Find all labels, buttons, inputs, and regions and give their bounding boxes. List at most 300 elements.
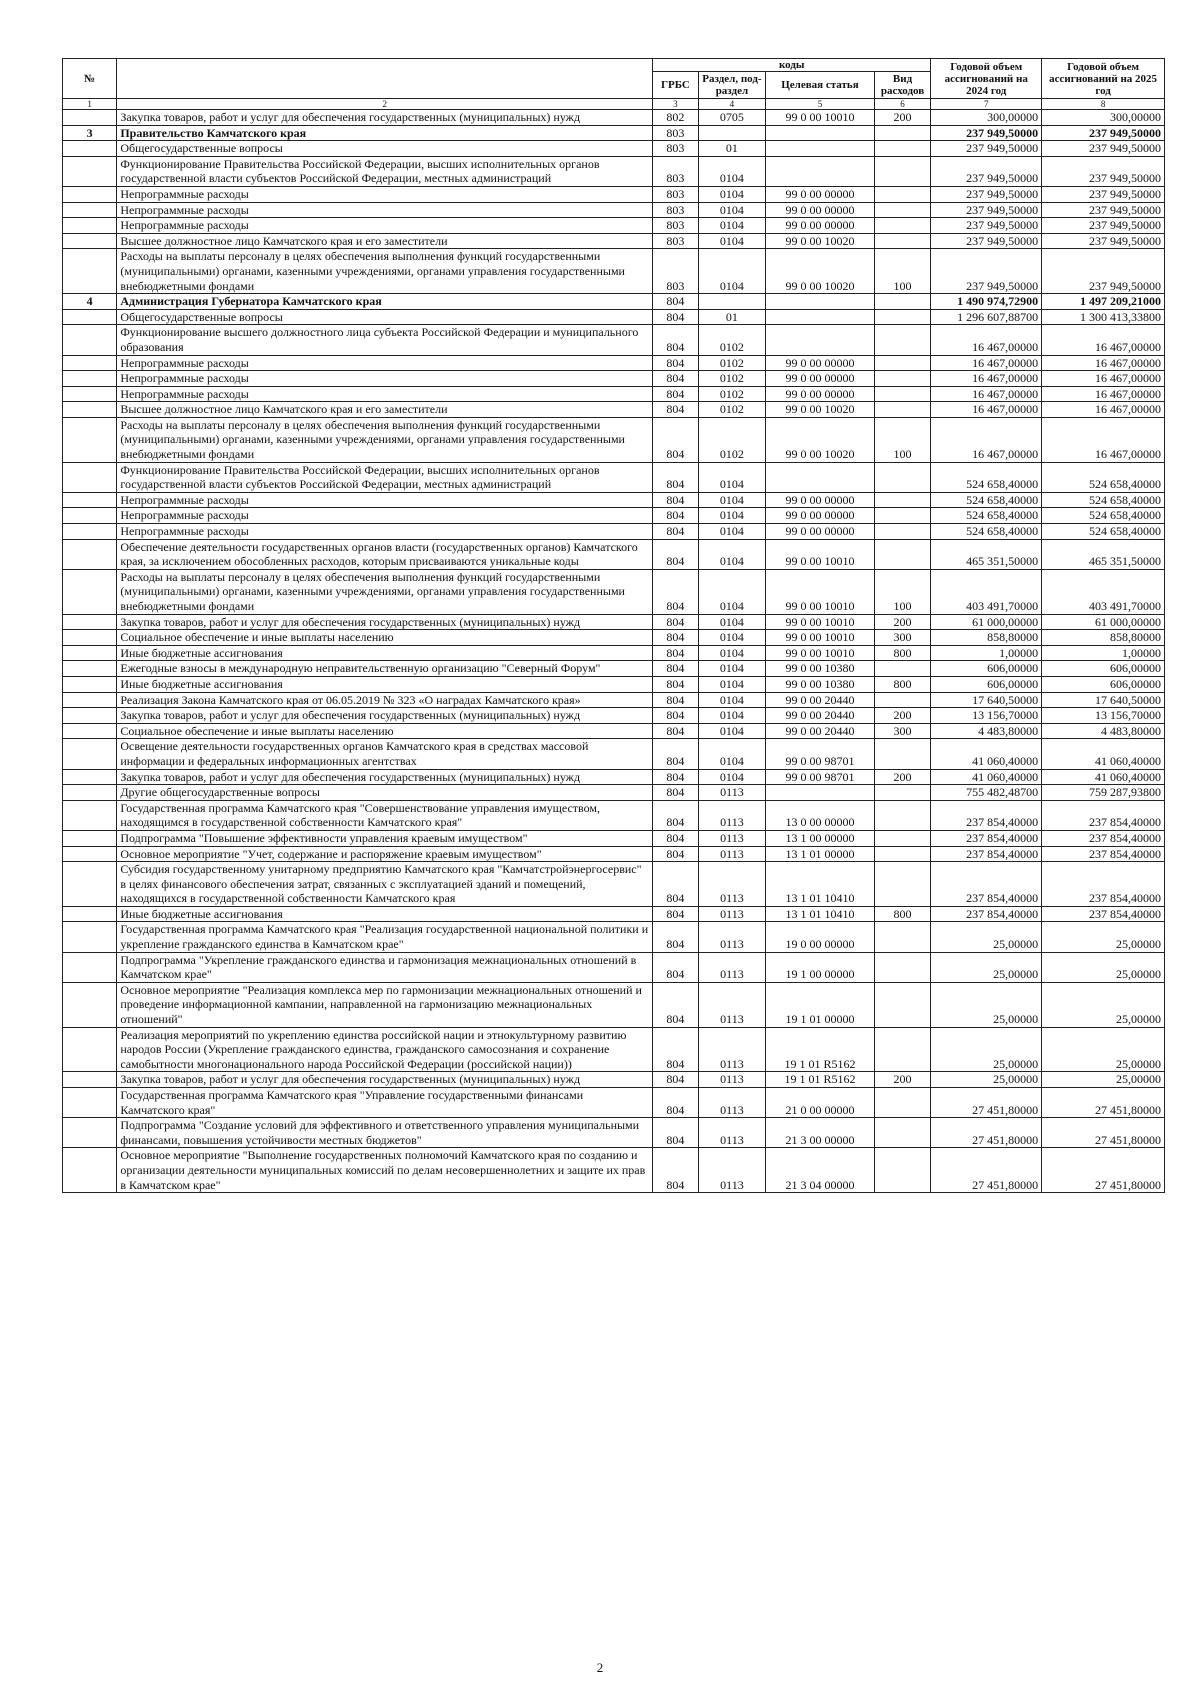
row-index-cell: 4 [63, 294, 117, 310]
row-expense-type-cell [874, 233, 931, 249]
row-article-cell: 21 0 00 00000 [766, 1088, 875, 1118]
row-vol-2024-cell: 41 060,40000 [931, 769, 1042, 785]
row-section-cell: 0113 [698, 1118, 765, 1148]
table-row [63, 982, 1165, 1027]
row-section-cell: 0104 [698, 661, 765, 677]
row-vol-2024-cell: 237 949,50000 [931, 141, 1042, 157]
table-row [63, 249, 1165, 294]
row-index-cell [63, 218, 117, 234]
row-index-cell [63, 156, 117, 186]
row-vol-2024-cell: 524 658,40000 [931, 524, 1042, 540]
row-index-cell [63, 676, 117, 692]
row-vol-2025-cell: 465 351,50000 [1042, 539, 1165, 569]
row-expense-type-cell [874, 952, 931, 982]
row-vol-2025-cell: 237 949,50000 [1042, 125, 1165, 141]
row-article-cell: 99 0 00 00000 [766, 492, 875, 508]
row-index-cell [63, 922, 117, 952]
row-name-cell: Непрограммные расходы [117, 218, 653, 234]
row-vol-2024-cell: 237 949,50000 [931, 249, 1042, 294]
row-expense-type-cell: 300 [874, 630, 931, 646]
row-vol-2025-cell: 237 949,50000 [1042, 156, 1165, 186]
row-grbs-cell: 804 [653, 862, 699, 907]
row-article-cell: 99 0 00 00000 [766, 186, 875, 202]
row-grbs-cell: 804 [653, 846, 699, 862]
row-article-cell: 99 0 00 00000 [766, 524, 875, 540]
table-row [63, 218, 1165, 234]
row-index-cell [63, 492, 117, 508]
row-grbs-cell: 804 [653, 462, 699, 492]
row-vol-2025-cell: 61 000,00000 [1042, 614, 1165, 630]
row-vol-2025-cell: 237 854,40000 [1042, 846, 1165, 862]
row-expense-type-cell: 300 [874, 723, 931, 739]
row-vol-2024-cell: 237 949,50000 [931, 218, 1042, 234]
row-section-cell: 0104 [698, 569, 765, 614]
row-article-cell: 13 1 01 10410 [766, 906, 875, 922]
row-name-cell: Реализация мероприятий по укреплению единства российской нации и этнокультурному развитию народов России (Укрепление гражданского единства, гражданского самосознания и сохранение самобытности многонационального народа Российской Федерации (российской нации)) [117, 1027, 653, 1072]
row-vol-2024-cell: 16 467,00000 [931, 325, 1042, 355]
row-vol-2024-cell: 25,00000 [931, 982, 1042, 1027]
row-expense-type-cell [874, 692, 931, 708]
table-row [63, 539, 1165, 569]
row-vol-2024-cell: 606,00000 [931, 676, 1042, 692]
row-article-cell: 99 0 00 20440 [766, 723, 875, 739]
row-section-cell: 0104 [698, 630, 765, 646]
column-number: 7 [931, 99, 1042, 110]
row-name-cell: Социальное обеспечение и иные выплаты населению [117, 723, 653, 739]
row-name-cell: Функционирование Правительства Российской Федерации, высших исполнительных органов государственной власти субъектов Российской Федерации, местных администраций [117, 462, 653, 492]
row-expense-type-cell [874, 524, 931, 540]
row-grbs-cell: 803 [653, 141, 699, 157]
row-name-cell: Расходы на выплаты персоналу в целях обеспечения выполнения функций государственными (муниципальными) органами, казенными учреждениями, органами управления государственными внебюджетными фондами [117, 417, 653, 462]
row-index-cell [63, 386, 117, 402]
row-grbs-cell: 804 [653, 982, 699, 1027]
table-row [63, 569, 1165, 614]
row-grbs-cell: 804 [653, 614, 699, 630]
row-article-cell: 19 1 00 00000 [766, 952, 875, 982]
table-row [63, 417, 1165, 462]
row-name-cell: Администрация Губернатора Камчатского края [117, 294, 653, 310]
row-article-cell: 99 0 00 00000 [766, 202, 875, 218]
row-expense-type-cell [874, 1088, 931, 1118]
row-section-cell: 0104 [698, 249, 765, 294]
row-name-cell: Реализация Закона Камчатского края от 06.05.2019 № 323 «О наградах Камчатского края» [117, 692, 653, 708]
row-section-cell: 0104 [698, 723, 765, 739]
row-section-cell: 0102 [698, 371, 765, 387]
row-vol-2025-cell: 25,00000 [1042, 1027, 1165, 1072]
table-row [63, 846, 1165, 862]
header-num: № [63, 59, 117, 99]
row-vol-2025-cell: 27 451,80000 [1042, 1088, 1165, 1118]
row-vol-2024-cell: 61 000,00000 [931, 614, 1042, 630]
column-number: 2 [117, 99, 653, 110]
row-vol-2025-cell: 524 658,40000 [1042, 508, 1165, 524]
row-name-cell: Основное мероприятие "Учет, содержание и распоряжение краевым имуществом" [117, 846, 653, 862]
row-vol-2024-cell: 1 296 607,88700 [931, 309, 1042, 325]
row-section-cell: 0104 [698, 508, 765, 524]
table-row [63, 800, 1165, 830]
row-name-cell: Подпрограмма "Укрепление гражданского единства и гармонизация межнациональных отношений в Камчатском крае" [117, 952, 653, 982]
row-section-cell: 0102 [698, 325, 765, 355]
row-grbs-cell: 804 [653, 952, 699, 982]
row-vol-2025-cell: 237 854,40000 [1042, 830, 1165, 846]
row-grbs-cell: 804 [653, 630, 699, 646]
row-index-cell [63, 355, 117, 371]
table-row [63, 645, 1165, 661]
row-name-cell: Непрограммные расходы [117, 524, 653, 540]
row-name-cell: Основное мероприятие "Реализация комплекса мер по гармонизации межнациональных отношений и проведение информационной кампании, направленной на гармонизацию межнациональных отношений" [117, 982, 653, 1027]
row-grbs-cell: 804 [653, 1027, 699, 1072]
row-vol-2024-cell: 606,00000 [931, 661, 1042, 677]
row-article-cell [766, 785, 875, 801]
column-number: 4 [698, 99, 765, 110]
row-name-cell: Социальное обеспечение и иные выплаты населению [117, 630, 653, 646]
table-row [63, 186, 1165, 202]
row-article-cell [766, 125, 875, 141]
row-article-cell: 99 0 00 10020 [766, 249, 875, 294]
row-vol-2024-cell: 237 854,40000 [931, 800, 1042, 830]
row-index-cell [63, 325, 117, 355]
row-grbs-cell: 804 [653, 661, 699, 677]
table-row [63, 1118, 1165, 1148]
header-vol-2025: Годовой объем ассигнований на 2025 год [1042, 59, 1165, 99]
table-row [63, 708, 1165, 724]
row-index-cell [63, 249, 117, 294]
row-name-cell: Освещение деятельности государственных органов Камчатского края в средствах массовой информации и федеральных информационных агентствах [117, 739, 653, 769]
row-section-cell: 0113 [698, 846, 765, 862]
row-expense-type-cell: 200 [874, 769, 931, 785]
row-section-cell: 01 [698, 309, 765, 325]
row-expense-type-cell [874, 294, 931, 310]
row-section-cell: 0113 [698, 862, 765, 907]
row-name-cell: Закупка товаров, работ и услуг для обеспечения государственных (муниципальных) нужд [117, 1072, 653, 1088]
row-index-cell [63, 692, 117, 708]
row-vol-2024-cell: 524 658,40000 [931, 508, 1042, 524]
row-index-cell [63, 462, 117, 492]
table-row [63, 462, 1165, 492]
row-vol-2025-cell: 237 949,50000 [1042, 186, 1165, 202]
row-vol-2024-cell: 27 451,80000 [931, 1118, 1042, 1148]
row-index-cell [63, 524, 117, 540]
row-name-cell: Субсидия государственному унитарному предприятию Камчатского края "Камчатстройэнергосервис" в целях финансового обеспечения затрат, связанных с эксплуатацией зданий и помещений, находящихся в государственной собственности Камчатского края [117, 862, 653, 907]
row-expense-type-cell [874, 739, 931, 769]
row-grbs-cell: 804 [653, 569, 699, 614]
table-row [63, 110, 1165, 126]
table-row [63, 862, 1165, 907]
row-name-cell: Общегосударственные вопросы [117, 309, 653, 325]
row-vol-2025-cell: 606,00000 [1042, 676, 1165, 692]
row-vol-2024-cell: 237 949,50000 [931, 202, 1042, 218]
row-article-cell: 99 0 00 00000 [766, 371, 875, 387]
table-row [63, 141, 1165, 157]
row-index-cell [63, 630, 117, 646]
row-expense-type-cell [874, 1027, 931, 1072]
row-grbs-cell: 803 [653, 125, 699, 141]
row-grbs-cell: 803 [653, 233, 699, 249]
row-index-cell [63, 233, 117, 249]
row-index-cell [63, 982, 117, 1027]
row-vol-2024-cell: 16 467,00000 [931, 402, 1042, 418]
row-section-cell: 0104 [698, 156, 765, 186]
row-expense-type-cell [874, 386, 931, 402]
row-name-cell: Расходы на выплаты персоналу в целях обеспечения выполнения функций государственными (муниципальными) органами, казенными учреждениями, органами управления государственными внебюджетными фондами [117, 569, 653, 614]
column-number-row [63, 99, 1165, 110]
row-grbs-cell: 804 [653, 708, 699, 724]
row-section-cell: 0113 [698, 952, 765, 982]
header-section: Раздел, под-раздел [698, 72, 765, 99]
row-grbs-cell: 804 [653, 692, 699, 708]
row-name-cell: Обеспечение деятельности государственных органов власти (государственных органов) Камчатского края, за исключением обособленных расходов, которым присваиваются уникальные коды [117, 539, 653, 569]
row-article-cell [766, 462, 875, 492]
row-vol-2025-cell: 606,00000 [1042, 661, 1165, 677]
row-grbs-cell: 803 [653, 202, 699, 218]
row-vol-2025-cell: 237 854,40000 [1042, 862, 1165, 907]
row-index-cell [63, 661, 117, 677]
row-vol-2025-cell: 13 156,70000 [1042, 708, 1165, 724]
row-index-cell [63, 785, 117, 801]
row-article-cell: 99 0 00 98701 [766, 769, 875, 785]
row-index-cell [63, 186, 117, 202]
row-section-cell: 0104 [698, 708, 765, 724]
header-article: Целевая статья [766, 72, 875, 99]
table-row [63, 371, 1165, 387]
row-vol-2025-cell: 1 300 413,33800 [1042, 309, 1165, 325]
header-grbs: ГРБС [653, 72, 699, 99]
row-name-cell: Закупка товаров, работ и услуг для обеспечения государственных (муниципальных) нужд [117, 708, 653, 724]
row-index-cell [63, 1027, 117, 1072]
row-vol-2025-cell: 25,00000 [1042, 952, 1165, 982]
row-vol-2025-cell: 25,00000 [1042, 982, 1165, 1027]
row-vol-2024-cell: 17 640,50000 [931, 692, 1042, 708]
table-row [63, 922, 1165, 952]
row-section-cell: 0113 [698, 906, 765, 922]
row-section-cell: 0113 [698, 830, 765, 846]
row-vol-2025-cell: 1,00000 [1042, 645, 1165, 661]
header-expense-type: Вид расходов [874, 72, 931, 99]
row-section-cell: 01 [698, 141, 765, 157]
row-section-cell: 0104 [698, 614, 765, 630]
table-row [63, 355, 1165, 371]
row-section-cell: 0104 [698, 539, 765, 569]
row-vol-2025-cell: 237 949,50000 [1042, 218, 1165, 234]
row-grbs-cell: 804 [653, 785, 699, 801]
row-grbs-cell: 804 [653, 386, 699, 402]
row-article-cell: 19 1 01 R5162 [766, 1027, 875, 1072]
row-vol-2024-cell: 1 490 974,72900 [931, 294, 1042, 310]
table-row [63, 785, 1165, 801]
row-article-cell: 99 0 00 20440 [766, 708, 875, 724]
row-section-cell: 0104 [698, 524, 765, 540]
table-row [63, 233, 1165, 249]
row-vol-2024-cell: 16 467,00000 [931, 371, 1042, 387]
column-number: 3 [653, 99, 699, 110]
row-grbs-cell: 803 [653, 156, 699, 186]
row-grbs-cell: 804 [653, 417, 699, 462]
row-section-cell: 0113 [698, 1072, 765, 1088]
row-article-cell [766, 309, 875, 325]
row-vol-2024-cell: 237 949,50000 [931, 156, 1042, 186]
row-expense-type-cell: 800 [874, 645, 931, 661]
row-grbs-cell: 803 [653, 249, 699, 294]
row-section-cell: 0102 [698, 402, 765, 418]
row-name-cell: Непрограммные расходы [117, 508, 653, 524]
row-grbs-cell: 804 [653, 402, 699, 418]
row-section-cell: 0104 [698, 218, 765, 234]
table-row [63, 202, 1165, 218]
row-grbs-cell: 804 [653, 769, 699, 785]
table-row [63, 676, 1165, 692]
row-index-cell [63, 110, 117, 126]
table-row [63, 906, 1165, 922]
row-article-cell [766, 156, 875, 186]
row-expense-type-cell [874, 539, 931, 569]
row-expense-type-cell [874, 830, 931, 846]
table-row [63, 309, 1165, 325]
row-expense-type-cell [874, 922, 931, 952]
row-expense-type-cell: 200 [874, 708, 931, 724]
row-name-cell: Подпрограмма "Создание условий для эффективного и ответственного управления муниципальными финансами, повышения устойчивости местных бюджетов" [117, 1118, 653, 1148]
table-row [63, 692, 1165, 708]
row-article-cell [766, 325, 875, 355]
header-name [117, 59, 653, 99]
row-grbs-cell: 804 [653, 539, 699, 569]
table-row [63, 492, 1165, 508]
row-vol-2024-cell: 25,00000 [931, 1027, 1042, 1072]
row-article-cell: 99 0 00 20440 [766, 692, 875, 708]
row-vol-2024-cell: 237 854,40000 [931, 846, 1042, 862]
row-name-cell: Высшее должностное лицо Камчатского края и его заместители [117, 233, 653, 249]
row-article-cell: 99 0 00 10010 [766, 110, 875, 126]
row-article-cell: 99 0 00 10010 [766, 569, 875, 614]
row-vol-2025-cell: 17 640,50000 [1042, 692, 1165, 708]
row-grbs-cell: 804 [653, 294, 699, 310]
row-index-cell [63, 508, 117, 524]
table-row [63, 524, 1165, 540]
row-name-cell: Государственная программа Камчатского края "Управление государственными финансами Камчатского края" [117, 1088, 653, 1118]
row-grbs-cell: 804 [653, 739, 699, 769]
row-expense-type-cell [874, 785, 931, 801]
row-vol-2024-cell: 300,00000 [931, 110, 1042, 126]
row-index-cell [63, 830, 117, 846]
row-index-cell [63, 539, 117, 569]
row-article-cell: 21 3 04 00000 [766, 1148, 875, 1193]
row-grbs-cell: 804 [653, 676, 699, 692]
row-article-cell [766, 141, 875, 157]
row-grbs-cell: 803 [653, 186, 699, 202]
row-vol-2025-cell: 524 658,40000 [1042, 492, 1165, 508]
row-index-cell [63, 614, 117, 630]
row-section-cell: 0104 [698, 186, 765, 202]
table-row [63, 402, 1165, 418]
table-row [63, 739, 1165, 769]
row-expense-type-cell [874, 156, 931, 186]
table-row [63, 325, 1165, 355]
row-expense-type-cell [874, 492, 931, 508]
row-expense-type-cell: 800 [874, 676, 931, 692]
row-grbs-cell: 804 [653, 830, 699, 846]
row-section-cell: 0113 [698, 1088, 765, 1118]
row-vol-2025-cell: 524 658,40000 [1042, 524, 1165, 540]
row-section-cell: 0104 [698, 692, 765, 708]
row-article-cell: 99 0 00 10010 [766, 539, 875, 569]
row-article-cell: 99 0 00 98701 [766, 739, 875, 769]
row-name-cell: Ежегодные взносы в международную неправительственную организацию "Северный Форум" [117, 661, 653, 677]
row-expense-type-cell [874, 846, 931, 862]
row-expense-type-cell: 200 [874, 614, 931, 630]
row-expense-type-cell [874, 508, 931, 524]
row-grbs-cell: 804 [653, 1148, 699, 1193]
row-vol-2025-cell: 25,00000 [1042, 1072, 1165, 1088]
row-vol-2025-cell: 16 467,00000 [1042, 386, 1165, 402]
row-grbs-cell: 804 [653, 645, 699, 661]
row-vol-2025-cell: 27 451,80000 [1042, 1148, 1165, 1193]
row-vol-2024-cell: 237 854,40000 [931, 906, 1042, 922]
row-name-cell: Непрограммные расходы [117, 186, 653, 202]
row-index-cell [63, 952, 117, 982]
row-expense-type-cell: 200 [874, 110, 931, 126]
table-row [63, 294, 1165, 310]
row-vol-2025-cell: 237 949,50000 [1042, 202, 1165, 218]
row-name-cell: Правительство Камчатского края [117, 125, 653, 141]
row-index-cell [63, 739, 117, 769]
row-section-cell: 0104 [698, 202, 765, 218]
table-row [63, 952, 1165, 982]
row-article-cell: 99 0 00 10010 [766, 645, 875, 661]
row-grbs-cell: 804 [653, 723, 699, 739]
row-expense-type-cell: 100 [874, 249, 931, 294]
row-grbs-cell: 804 [653, 309, 699, 325]
row-section-cell: 0113 [698, 982, 765, 1027]
row-index-cell [63, 309, 117, 325]
row-index-cell [63, 906, 117, 922]
row-name-cell: Государственная программа Камчатского края "Реализация государственной национальной политики и укрепление гражданского единства в Камчатском крае" [117, 922, 653, 952]
row-vol-2024-cell: 27 451,80000 [931, 1088, 1042, 1118]
row-index-cell [63, 371, 117, 387]
row-name-cell: Другие общегосударственные вопросы [117, 785, 653, 801]
row-name-cell: Непрограммные расходы [117, 355, 653, 371]
row-section-cell: 0102 [698, 417, 765, 462]
row-grbs-cell: 804 [653, 371, 699, 387]
row-vol-2025-cell: 237 949,50000 [1042, 249, 1165, 294]
table-row [63, 723, 1165, 739]
row-expense-type-cell [874, 309, 931, 325]
row-section-cell: 0104 [698, 645, 765, 661]
row-article-cell: 99 0 00 00000 [766, 386, 875, 402]
row-article-cell: 21 3 00 00000 [766, 1118, 875, 1148]
row-expense-type-cell [874, 402, 931, 418]
row-section-cell: 0102 [698, 386, 765, 402]
table-row [63, 508, 1165, 524]
row-index-cell [63, 1148, 117, 1193]
row-expense-type-cell [874, 982, 931, 1027]
table-row [63, 125, 1165, 141]
row-grbs-cell: 804 [653, 906, 699, 922]
row-expense-type-cell [874, 1118, 931, 1148]
row-article-cell: 99 0 00 10020 [766, 233, 875, 249]
row-index-cell [63, 708, 117, 724]
row-expense-type-cell [874, 355, 931, 371]
row-expense-type-cell [874, 1148, 931, 1193]
table-row [63, 830, 1165, 846]
row-vol-2025-cell: 16 467,00000 [1042, 325, 1165, 355]
row-grbs-cell: 804 [653, 524, 699, 540]
row-expense-type-cell [874, 141, 931, 157]
row-article-cell: 13 0 00 00000 [766, 800, 875, 830]
row-vol-2025-cell: 16 467,00000 [1042, 355, 1165, 371]
row-section-cell: 0113 [698, 1027, 765, 1072]
table-row [63, 386, 1165, 402]
column-number: 5 [766, 99, 875, 110]
row-vol-2024-cell: 4 483,80000 [931, 723, 1042, 739]
